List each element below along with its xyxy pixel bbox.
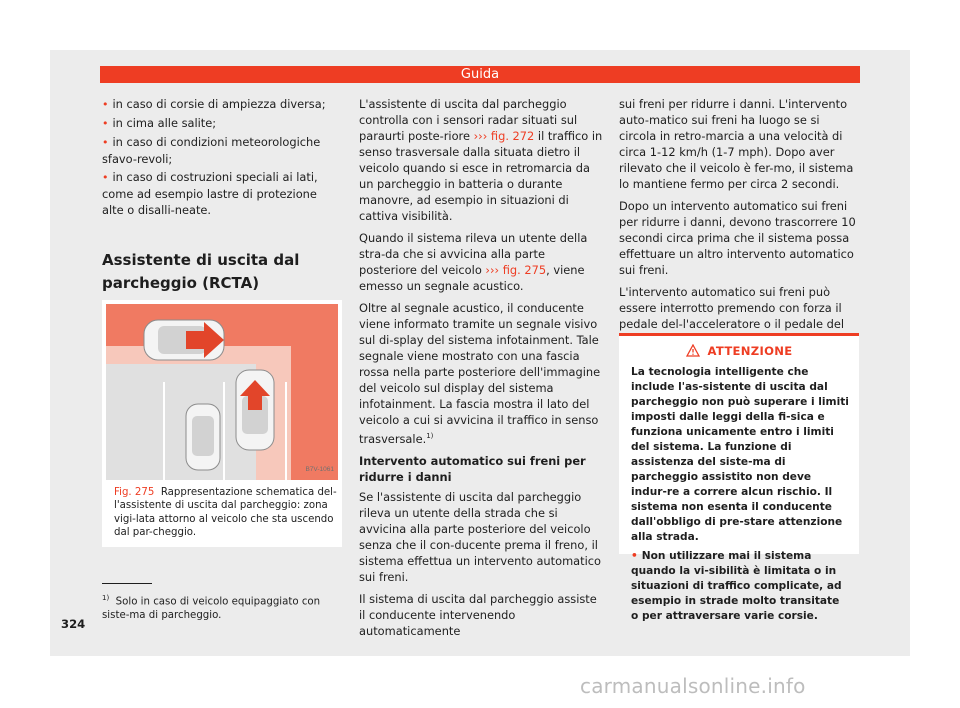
paragraph: Oltre al segnale acustico, il conducente viene informato tramite un segnale visivo sul di-splay del sistema infotainment. Tale segnale viene mostrato con una fascia rossa nella parte posteriore dell'immagine del veicolo sul display del sistema infotainment. La fascia mostra il lato del veicolo a cui si avvicina il traffico in senso trasversale.$^{1)}$ <box>359 301 601 446</box>
section-header-title: Guida <box>460 67 500 82</box>
paragraph: Se l'assistente di uscita dal parcheggio rileva un utente della strada che si avvicina alla parte posteriore del veicolo senza che il con-ducente prema il freno, il sistema effettua un intervento automatico sui freni. <box>359 489 602 584</box>
footnote-marker: 1) <box>102 594 110 602</box>
figure-link[interactable]: ››› fig. 275 <box>485 263 547 277</box>
paragraph: Il sistema di uscita dal parcheggio assiste il conducente intervenendo automaticamente <box>359 591 597 638</box>
subheading: Intervento automatico sui freni per ridurre i danni <box>359 453 586 484</box>
warning-body <box>619 365 859 624</box>
figure-number: Fig. 275 <box>114 487 155 498</box>
figure-caption: Fig. 275 Rappresentazione schematica del-l'assistente di uscita dal parcheggio: zona vigi-lata attorno al veicolo che sta uscendo dal par-cheggio. <box>114 487 337 539</box>
list-item: • in caso di condizioni meteorologiche sfavo-revoli; <box>102 135 321 166</box>
watermark: carmanualsonline.info <box>580 674 806 698</box>
warning-title: ATTENZIONE <box>707 343 793 358</box>
column-right <box>619 96 859 370</box>
figure-link[interactable]: ››› fig. 272 <box>473 129 535 143</box>
warning-box <box>619 333 859 622</box>
paragraph: Dopo un intervento automatico sui freni per ridurre i danni, devono trascorrere 10 secondi circa prima che il sistema possa effettuare un altro intervento automatico sui freni. <box>619 199 856 277</box>
footnote: $^{1)}$ Solo in caso di veicolo equipaggiato con siste-ma di parcheggio. <box>102 594 321 621</box>
svg-text:B7V-1061: B7V-1061 <box>305 466 334 473</box>
figure-275 <box>102 300 342 547</box>
paragraph: L'intervento automatico sui freni può essere interrotto premendo con forza il pedale del-l'acceleratore o il pedale del <box>619 285 845 331</box>
warning-header <box>619 336 859 365</box>
section-title: Assistente di uscita dal parcheggio (RCTA) <box>102 249 342 302</box>
parking-illustration <box>106 304 338 480</box>
warning-triangle-icon <box>686 344 700 357</box>
bullet-icon: • <box>102 136 109 149</box>
paragraph: Quando il sistema rileva un utente della stra-da che si avvicina alla parte posteriore del veicolo ››› fig. 275, viene emesso un segnale acustico. <box>359 231 588 293</box>
paragraph: sui freni per ridurre i danni. L'intervento auto-matico sui freni ha luogo se si circola in retro-marcia a una velocità di circa 1-12 km/h (1-7 mph). Dopo aver rilevato che il veicolo è fer-mo, il sistema lo mantiene fermo per circa 2 secondi. <box>619 97 854 191</box>
list-item: • in caso di costruzioni speciali ai lati, come ad esempio lastre di protezione alte o disalli-neate. <box>102 170 318 217</box>
bullet-icon: • <box>102 117 109 130</box>
bullet-icon: • <box>102 98 109 111</box>
bullet-icon: • <box>631 550 638 562</box>
column-middle <box>359 96 603 645</box>
section-header <box>100 66 860 83</box>
bullet-icon: • <box>102 171 109 184</box>
parked-car-icon <box>186 404 220 470</box>
footnote-divider <box>102 583 152 584</box>
list-item: • in cima alle salite; <box>102 116 217 130</box>
warning-bullet: • Non utilizzare mai il sistema quando la vi-sibilità è limitata o in situazioni di traffico complicate, ad esempio in strade molto transitate o per attraversare varie corsie. <box>631 550 842 622</box>
paragraph: L'assistente di uscita dal parcheggio controlla con i sensori radar situati sul paraurti poste-riore ››› fig. 272 il traffico in senso trasversale dalla situata dietro il veicolo quando si esce in retromarcia da un parcheggio in batteria o durante manovre, ad esempio in situazioni di cattiva visibilità. <box>359 97 603 223</box>
figure-code <box>294 463 334 473</box>
footnote-ref: 1) <box>426 432 434 440</box>
column-left <box>102 96 342 220</box>
warning-text: La tecnologia intelligente che include l'as-sistente di uscita dal parcheggio non può superare i limiti imposti dalle leggi della fi-sica e funziona unicamente entro i limiti del sistema. La funzione di assistenza del siste-ma di parcheggio assistito non deve indur-re a correre alcun rischio. Il sistema non esenta il conducente dall'obbligo di pre-stare attenzione alla strada. <box>631 366 849 543</box>
page-number: 324 <box>61 617 86 631</box>
list-item: • in caso di corsie di ampiezza diversa; <box>102 97 326 111</box>
